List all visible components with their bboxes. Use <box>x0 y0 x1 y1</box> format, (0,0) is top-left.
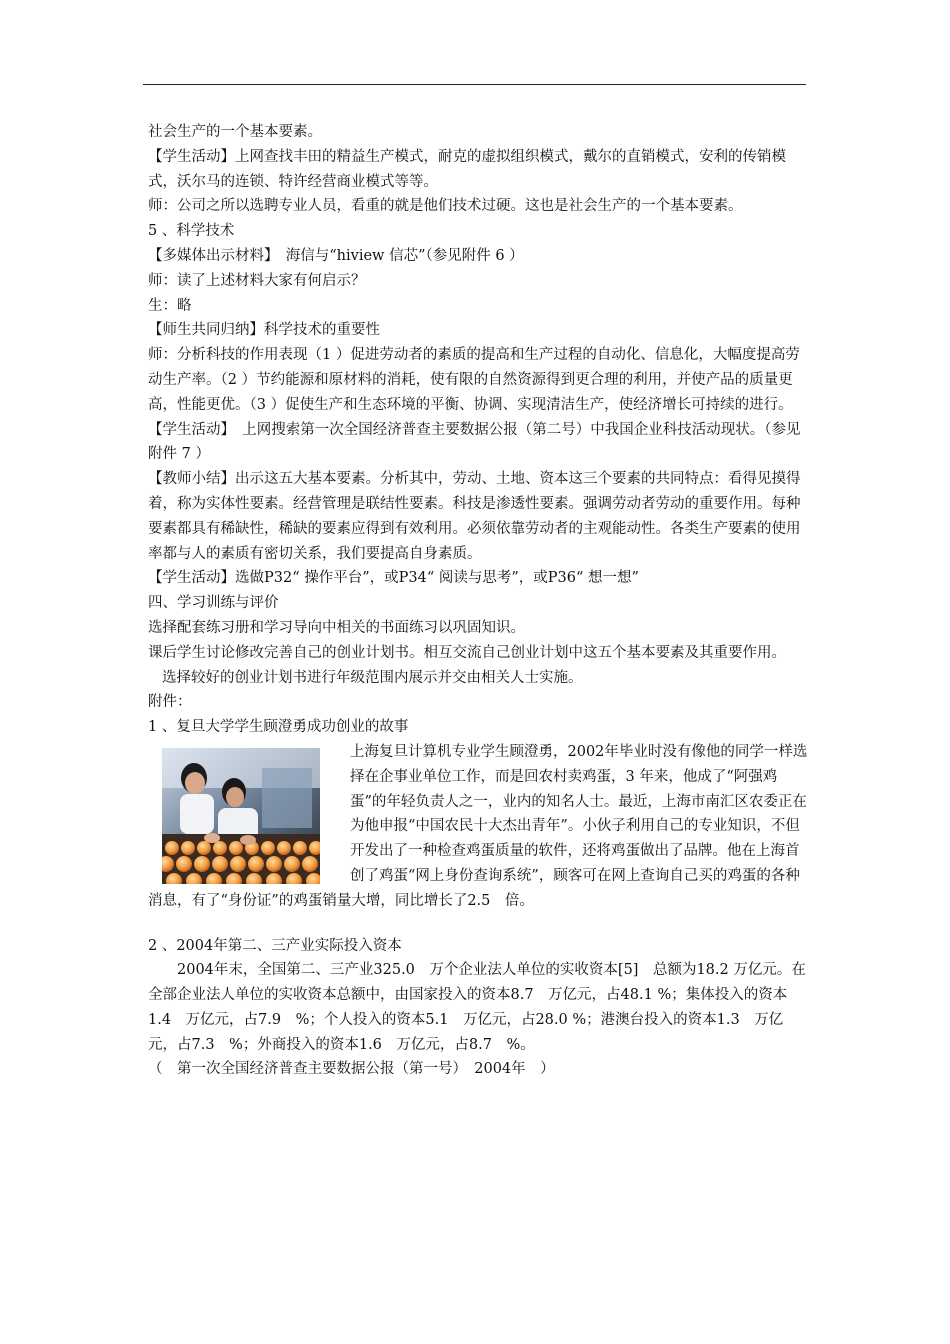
appendix-story <box>148 740 808 914</box>
spacer <box>148 914 808 934</box>
paragraph: 师：分析科技的作用表现（1 ）促进劳动者的素质的提高和生产过程的自动化、信息化，大幅度提高劳动生产率。（2 ）节约能源和原材料的消耗，使有限的自然资源得到更合理的利用，并使产品的质量更高，性能更优。（3 ）促使生产和生态环境的平衡、协调、实现清洁生产，使经济增长可持续的进行。 <box>148 347 800 413</box>
paragraph: 课后学生讨论修改完善自己的创业计划书。相互交流自己创业计划中这五个基本要素及其重要作用。 <box>148 644 786 661</box>
paragraph: 选择较好的创业计划书进行年级范围内展示并交由相关人士实施。 <box>162 669 583 686</box>
document-body <box>148 120 808 1082</box>
header-rule <box>143 84 806 85</box>
section-heading: 5 、科学技术 <box>148 223 235 240</box>
story-photo <box>162 748 320 884</box>
paragraph: 选择配套练习册和学习导向中相关的书面练习以巩固知识。 <box>148 619 525 636</box>
paragraph: 【教师小结】出示这五大基本要素。分析其中，劳动、土地、资本这三个要素的共同特点：看得见摸得着，称为实体性要素。经营管理是联结性要素。科技是渗透性要素。强调劳动者劳动的重要作用。每种要素都具有稀缺性，稀缺的要素应得到有效利用。必须依靠劳动者的主观能动性。各类生产要素的使用率都与人的素质有密切关系，我们要提高自身素质。 <box>148 471 801 562</box>
paragraph: 【学生活动】选做P32“ 操作平台”，或P34“ 阅读与思考”，或P36“ 想一想” <box>148 570 639 587</box>
source-note: （ 第一次全国经济普查主要数据公报（第一号） 2004年 ） <box>148 1061 555 1078</box>
paragraph: 生：略 <box>148 297 192 314</box>
paragraph: 【学生活动】 上网搜索第一次全国经济普查主要数据公报（第二号）中我国企业科技活动现状。（参见附件 7 ） <box>148 421 801 463</box>
paragraph: 附件： <box>148 694 192 711</box>
paragraph: 【学生活动】上网查找丰田的精益生产模式，耐克的虚拟组织模式，戴尔的直销模式，安利的传销模式，沃尔马的连锁、特许经营商业模式等等。 <box>148 148 786 190</box>
paragraph: 2004年末，全国第二、三产业325.0 万个企业法人单位的实收资本[5] 总额为18.2 万亿元。在全部企业法人单位的实收资本总额中，由国家投入的资本8.7 万亿元，占48.1 %；集体投入的资本1.4 万亿元，占7.9 %；个人投入的资本5.1 万亿元，占28.0 %；港澳台投入的资本1.3 万亿元，占7.3 %；外商投入的资本1.6 万亿元，占8.7 %。 <box>148 962 806 1053</box>
appendix-heading: 2 、2004年第二、三产业实际投入资本 <box>148 937 402 954</box>
paragraph: 【多媒体出示材料】 海信与“hiview 信芯”（参见附件 6 ） <box>148 247 524 264</box>
section-heading: 四、学习训练与评价 <box>148 595 279 612</box>
paragraph: 师：公司之所以选聘专业人员，看重的就是他们技术过硬。这也是社会生产的一个基本要素。 <box>148 198 743 215</box>
story-text: 上海复旦计算机专业学生顾澄勇，2002年毕业时没有像他的同学一样选择在企事业单位工作，而是回农村卖鸡蛋，3 年来，他成了“阿强鸡蛋”的年轻负责人之一，业内的知名人士。最近，上海市南汇区农委正在为他申报“中国农民十大杰出青年”。小伙子利用自己的专业知识，不但开发出了一种检查鸡蛋质量的软件，还将鸡蛋做出了品牌。他在上海首创了鸡蛋“网上身份查询系统”，顾客可在网上查询自己买的鸡蛋的各种消息，有了“身份证”的鸡蛋销量大增，同比增长了2.5 倍。 <box>148 743 808 909</box>
egg-inspection-photo-icon <box>162 748 320 884</box>
paragraph: 社会生产的一个基本要素。 <box>148 124 322 140</box>
appendix-heading: 1 、复旦大学学生顾澄勇成功创业的故事 <box>148 719 409 736</box>
paragraph: 师：读了上述材料大家有何启示？ <box>148 272 366 289</box>
paragraph: 【师生共同归纳】科学技术的重要性 <box>148 322 380 339</box>
